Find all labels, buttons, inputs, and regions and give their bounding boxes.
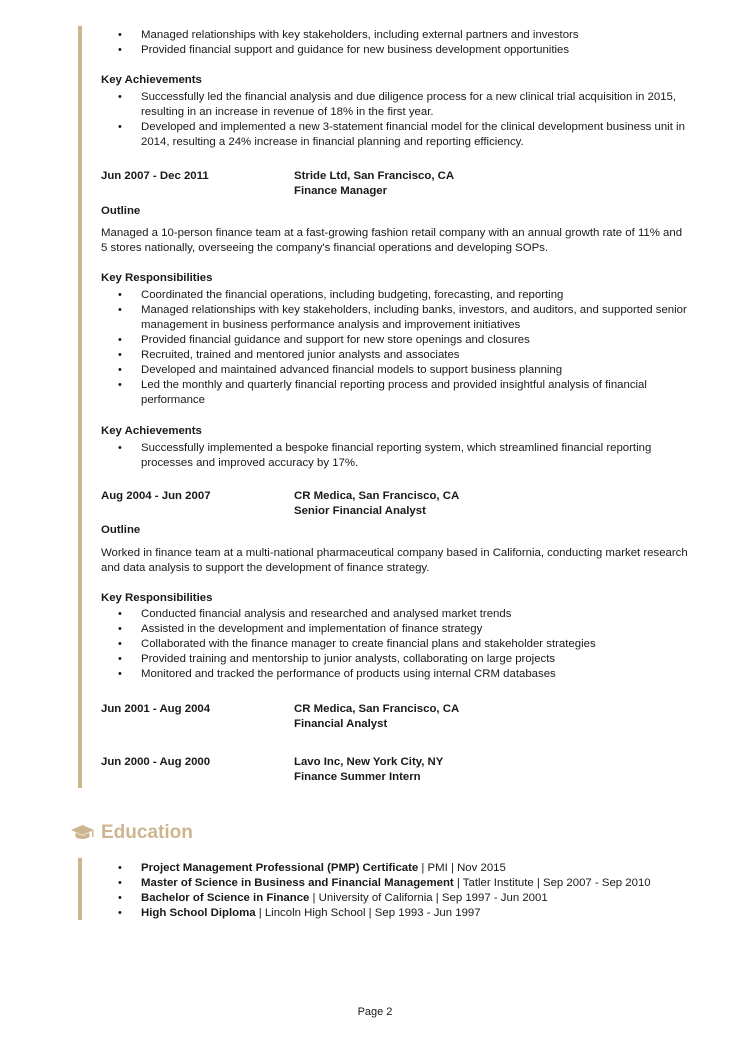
job-title: Senior Financial Analyst: [294, 505, 426, 517]
intro-achievement-list: [101, 90, 691, 150]
education-list: [101, 861, 691, 921]
job-header: [101, 489, 691, 519]
job-dates: Jun 2007 - Dec 2011: [101, 170, 209, 182]
experience-accent-bar: [78, 26, 82, 788]
job-outline: Worked in finance team at a multi-national pharmaceutical company based in California, conducting market research and data analysis to support the development of finance strategy.: [101, 547, 688, 574]
intro-bullet-list: [101, 28, 691, 58]
list-item: • High School Diploma | Lincoln High School | Sep 1993 - Jun 1997: [101, 906, 691, 921]
job-header: [101, 702, 691, 732]
list-item: • Developed and implemented a new 3-statement financial model for the clinical development business unit in 2014, resulting a 24% increase in financial planning and reporting efficiency.: [101, 120, 691, 150]
list-item: • Coordinated the financial operations, including budgeting, forecasting, and reporting: [101, 288, 691, 303]
section-heading: Key Responsibilities: [101, 592, 213, 604]
education-heading: [70, 822, 193, 844]
job-title: Financial Analyst: [294, 718, 388, 730]
job-dates: Jun 2001 - Aug 2004: [101, 703, 211, 715]
list-item: • Led the monthly and quarterly financial reporting process and provided insightful analysis of financial performance: [101, 378, 691, 408]
list-item: • Managed relationships with key stakeholders, including banks, investors, and auditors, and supported senior management in business performance analysis and improvement initiatives: [101, 303, 691, 333]
section-heading: Key Achievements: [101, 425, 202, 437]
list-item: • Successfully implemented a bespoke financial reporting system, which streamlined financial reporting processes and improved accuracy by 17%.: [101, 441, 691, 471]
list-item: • Provided financial guidance and support for new store openings and closures: [101, 333, 691, 348]
job-title: Finance Manager: [294, 185, 388, 197]
job-dates: Aug 2004 - Jun 2007: [101, 490, 211, 502]
job-title: Finance Summer Intern: [294, 771, 421, 783]
responsibility-list: [101, 607, 691, 682]
list-item: • Provided training and mentorship to junior analysts, collaborating on large projects: [101, 652, 691, 667]
section-heading: Key Achievements: [101, 74, 202, 86]
list-item: • Recruited, trained and mentored junior analysts and associates: [101, 348, 691, 363]
page-number: Page 2: [357, 1006, 393, 1018]
section-heading: Outline: [101, 524, 141, 536]
education-accent-bar: [78, 858, 82, 920]
job-company: Stride Ltd, San Francisco, CA: [294, 170, 455, 182]
list-item: • Provided financial support and guidance for new business development opportunities: [101, 43, 691, 58]
list-item: • Assisted in the development and implementation of finance strategy: [101, 622, 691, 637]
education-title: Education: [101, 822, 193, 843]
list-item: • Bachelor of Science in Finance | University of California | Sep 1997 - Jun 2001: [101, 891, 691, 906]
job-company: CR Medica, San Francisco, CA: [294, 490, 460, 502]
list-item: • Conducted financial analysis and researched and analysed market trends: [101, 607, 691, 622]
graduation-cap-icon: [70, 824, 95, 842]
list-item: • Managed relationships with key stakeholders, including external partners and investors: [101, 28, 691, 43]
job-header: [101, 169, 691, 199]
list-item: • Monitored and tracked the performance of products using internal CRM databases: [101, 667, 691, 682]
job-company: CR Medica, San Francisco, CA: [294, 703, 460, 715]
job-outline: Managed a 10-person finance team at a fast-growing fashion retail company with an annual growth rate of 11% and 5 stores nationally, overseeing the company's financial operations and developing SOPs.: [101, 227, 683, 254]
job-company: Lavo Inc, New York City, NY: [294, 756, 444, 768]
responsibility-list: [101, 288, 691, 408]
section-heading: Key Responsibilities: [101, 272, 213, 284]
section-heading: Outline: [101, 205, 141, 217]
list-item: • Successfully led the financial analysis and due diligence process for a new clinical trial acquisition in 2015, resulting in an increase in revenue of 18% in the first year.: [101, 90, 691, 120]
job-header: [101, 755, 691, 785]
job-dates: Jun 2000 - Aug 2000: [101, 756, 211, 768]
list-item: • Master of Science in Business and Financial Management | Tatler Institute | Sep 2007 - Sep 2010: [101, 876, 691, 891]
achievement-list: [101, 441, 691, 471]
list-item: • Project Management Professional (PMP) Certificate | PMI | Nov 2015: [101, 861, 691, 876]
list-item: • Collaborated with the finance manager to create financial plans and stakeholder strategies: [101, 637, 691, 652]
list-item: • Developed and maintained advanced financial models to support business planning: [101, 363, 691, 378]
